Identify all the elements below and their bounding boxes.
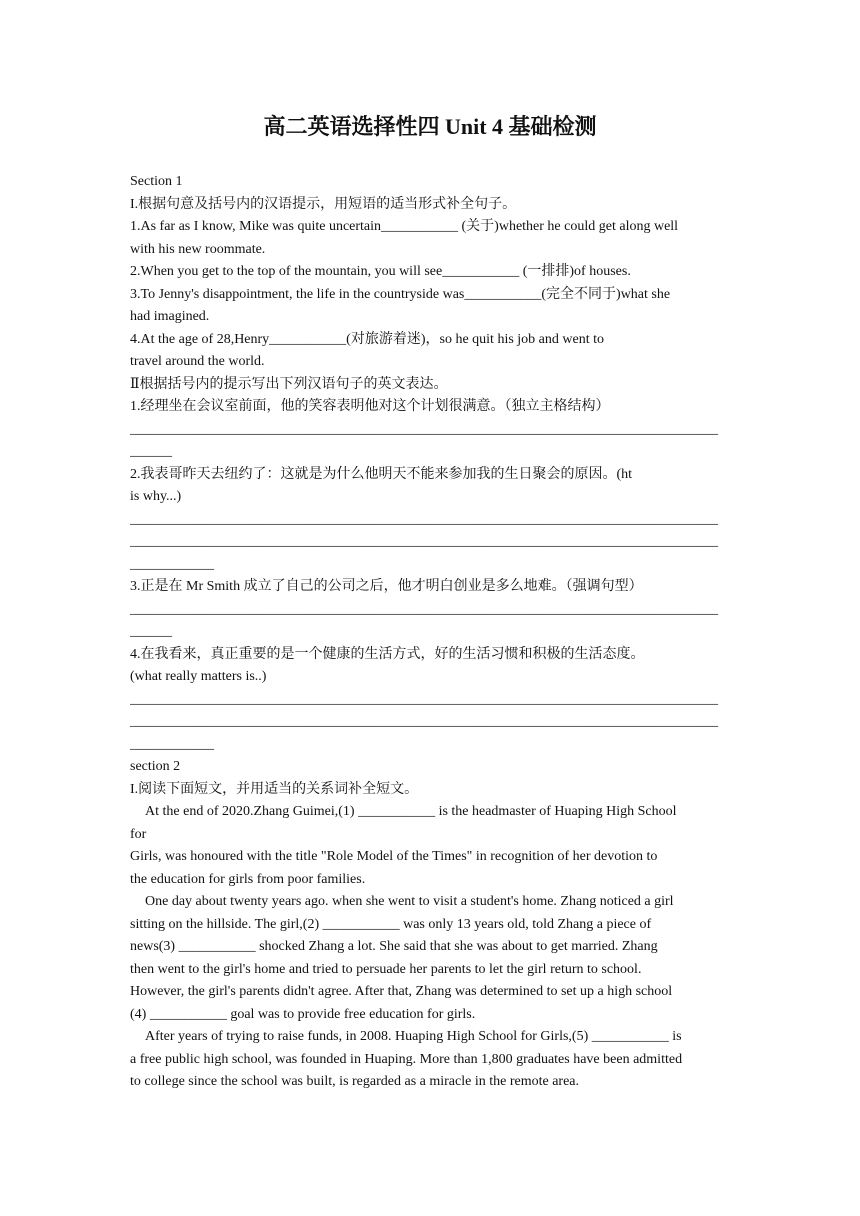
question-2: 2.我表哥昨天去纽约了：这就是为什么他明天不能来参加我的生日聚会的原因。(ht <box>130 466 633 482</box>
passage-line: then went to the girl's home and tried to persuade her parents to let the girl return to school. <box>130 961 642 977</box>
question-2-cont: is why...) <box>130 489 182 504</box>
passage-line: At the end of 2020.Zhang Guimei,(1) ___________ is the headmaster of Huaping High School <box>145 804 677 819</box>
answer-line: ____________________________________________________________________________________ <box>130 691 718 707</box>
part1-line: travel around the world. <box>130 354 265 369</box>
question-4: 4.在我看来，真正重要的是一个健康的生活方式，好的生活习惯和积极的生活态度。 <box>130 646 645 662</box>
passage-line: Girls, was honoured with the title "Role Model of the Times" in recognition of her devotion to <box>130 849 658 864</box>
answer-line: ____________________________________________________________________________________ <box>130 421 718 437</box>
passage-line: the education for girls from poor families. <box>130 871 366 887</box>
passage-line: One day about twenty years ago. when she went to visit a student's home. Zhang noticed a girl <box>145 894 674 909</box>
question-3: 3.正是在 Mr Smith 成立了自己的公司之后，他才明白创业是多么地难。（强调句型） <box>130 579 643 594</box>
part1-line: with his new roommate. <box>130 241 266 257</box>
answer-line: ____________________________________________________________________________________ <box>130 601 718 617</box>
section1-heading: Section 1 <box>130 174 183 189</box>
passage-line: However, the girl's parents didn't agree. After that, Zhang was determined to set up a high school <box>130 984 673 999</box>
section2-heading: section 2 <box>130 759 181 774</box>
answer-line-end: ____________ <box>130 736 214 752</box>
question-1: 1.经理坐在会议室前面，他的笑容表明他对这个计划很满意。（独立主格结构） <box>130 399 610 414</box>
page-title: 高二英语选择性四 Unit 4 基础检测 <box>263 114 597 139</box>
answer-line: ____________________________________________________________________________________ <box>130 511 718 527</box>
passage-line: news(3) ___________ shocked Zhang a lot. She said that she was about to get married. Zhang <box>130 939 658 954</box>
passage-line: a free public high school, was founded in Huaping. More than 1,800 graduates have been admitted <box>130 1051 683 1067</box>
question-4-cont: (what really matters is..) <box>130 669 267 684</box>
part1-line: 4.At the age of 28,Henry___________(对旅游着迷)，so he quit his job and went to <box>130 331 604 347</box>
answer-line-end: ______ <box>130 444 172 459</box>
section2-instruction: I.阅读下面短文，并用适当的关系词补全短文。 <box>130 781 419 797</box>
part1-line: 3.To Jenny's disappointment, the life in the countryside was___________(完全不同于)what she <box>130 286 671 302</box>
answer-line: ____________________________________________________________________________________ <box>130 714 718 729</box>
answer-line-end: ______ <box>130 624 172 639</box>
passage-line: sitting on the hillside. The girl,(2) ___________ was only 13 years old, told Zhang a piece of <box>130 916 652 932</box>
part1-line: 2.When you get to the top of the mountain, you will see___________ (一排排)of houses. <box>130 264 631 279</box>
passage-line: to college since the school was built, is regarded as a miracle in the remote area. <box>130 1074 579 1089</box>
part2-instruction: Ⅱ根据括号内的提示写出下列汉语句子的英文表达。 <box>130 376 448 392</box>
answer-line-end: ____________ <box>130 556 214 572</box>
document-body <box>130 171 734 1094</box>
passage-line: for <box>130 826 147 842</box>
passage-line: (4) ___________ goal was to provide free education for girls. <box>130 1006 476 1022</box>
part1-line: had imagined. <box>130 309 210 324</box>
passage-line: After years of trying to raise funds, in 2008. Huaping High School for Girls,(5) ___________ is <box>145 1029 682 1044</box>
part1-line: 1.As far as I know, Mike was quite uncertain___________ (关于)whether he could get along well <box>130 219 679 234</box>
answer-line: ____________________________________________________________________________________ <box>130 534 718 549</box>
part1-instruction: I.根据句意及括号内的汉语提示，用短语的适当形式补全句子。 <box>130 196 517 212</box>
